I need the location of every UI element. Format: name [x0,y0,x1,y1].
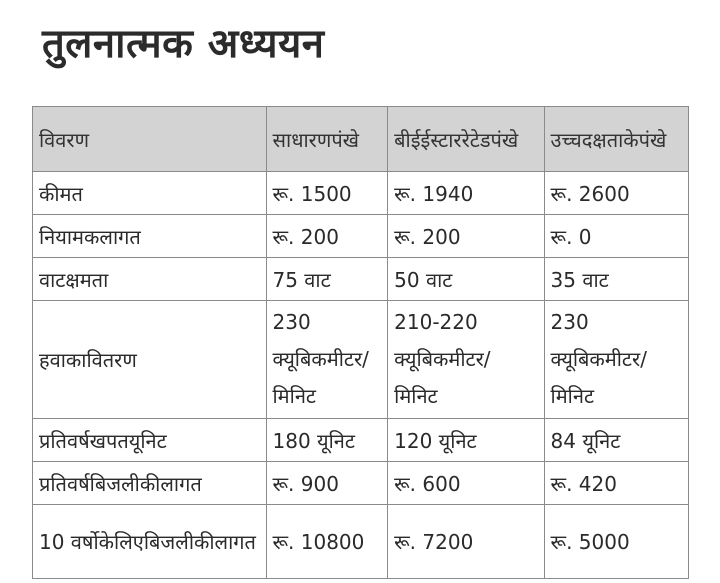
table-cell: रू. 420 [544,462,688,505]
table-cell: रू. 5000 [544,505,688,579]
row-label: कीमत [33,172,267,215]
row-label: नियामकलागत [33,215,267,258]
table-cell: 230 क्यूबिकमीटर/ मिनिट [544,301,688,419]
table-row [33,462,689,505]
table-cell: रू. 600 [388,462,544,505]
table-cell: 180 यूनिट [266,419,388,462]
table-cell: 35 वाट [544,258,688,301]
table-row [33,419,689,462]
table-cell: रू. 900 [266,462,388,505]
row-label: 10 वर्षोकेलिएबिजलीकीलागत [33,505,267,579]
table-cell: 120 यूनिट [388,419,544,462]
row-label: प्रतिवर्षखपतयूनिट [33,419,267,462]
table-cell: 210-220 क्यूबिकमीटर/ मिनिट [388,301,544,419]
table-cell: 84 यूनिट [544,419,688,462]
table-cell: 50 वाट [388,258,544,301]
table-row [33,172,689,215]
table-cell: 75 वाट [266,258,388,301]
table-header-row [33,107,689,172]
row-label: प्रतिवर्षबिजलीकीलागत [33,462,267,505]
header-high-efficiency-fans: उच्चदक्षताकेपंखे [544,107,688,172]
page-title: तुलनात्मक अध्ययन [42,21,325,67]
comparison-table [32,106,689,579]
table-cell: रू. 0 [544,215,688,258]
row-label: हवाकावितरण [33,301,267,419]
table-row [33,505,689,579]
header-bee-star-rated-fans: बीईईस्टाररेटेडपंखे [388,107,544,172]
table-row [33,301,689,419]
header-ordinary-fans: साधारणपंखे [266,107,388,172]
table-cell: रू. 1500 [266,172,388,215]
table-row [33,215,689,258]
table-cell: रू. 7200 [388,505,544,579]
row-label: वाटक्षमता [33,258,267,301]
table-cell: 230 क्यूबिकमीटर/ मिनिट [266,301,388,419]
header-description: विवरण [33,107,267,172]
table-cell: रू. 200 [266,215,388,258]
table-row [33,258,689,301]
table-cell: रू. 1940 [388,172,544,215]
table-cell: रू. 200 [388,215,544,258]
table-cell: रू. 2600 [544,172,688,215]
table-cell: रू. 10800 [266,505,388,579]
